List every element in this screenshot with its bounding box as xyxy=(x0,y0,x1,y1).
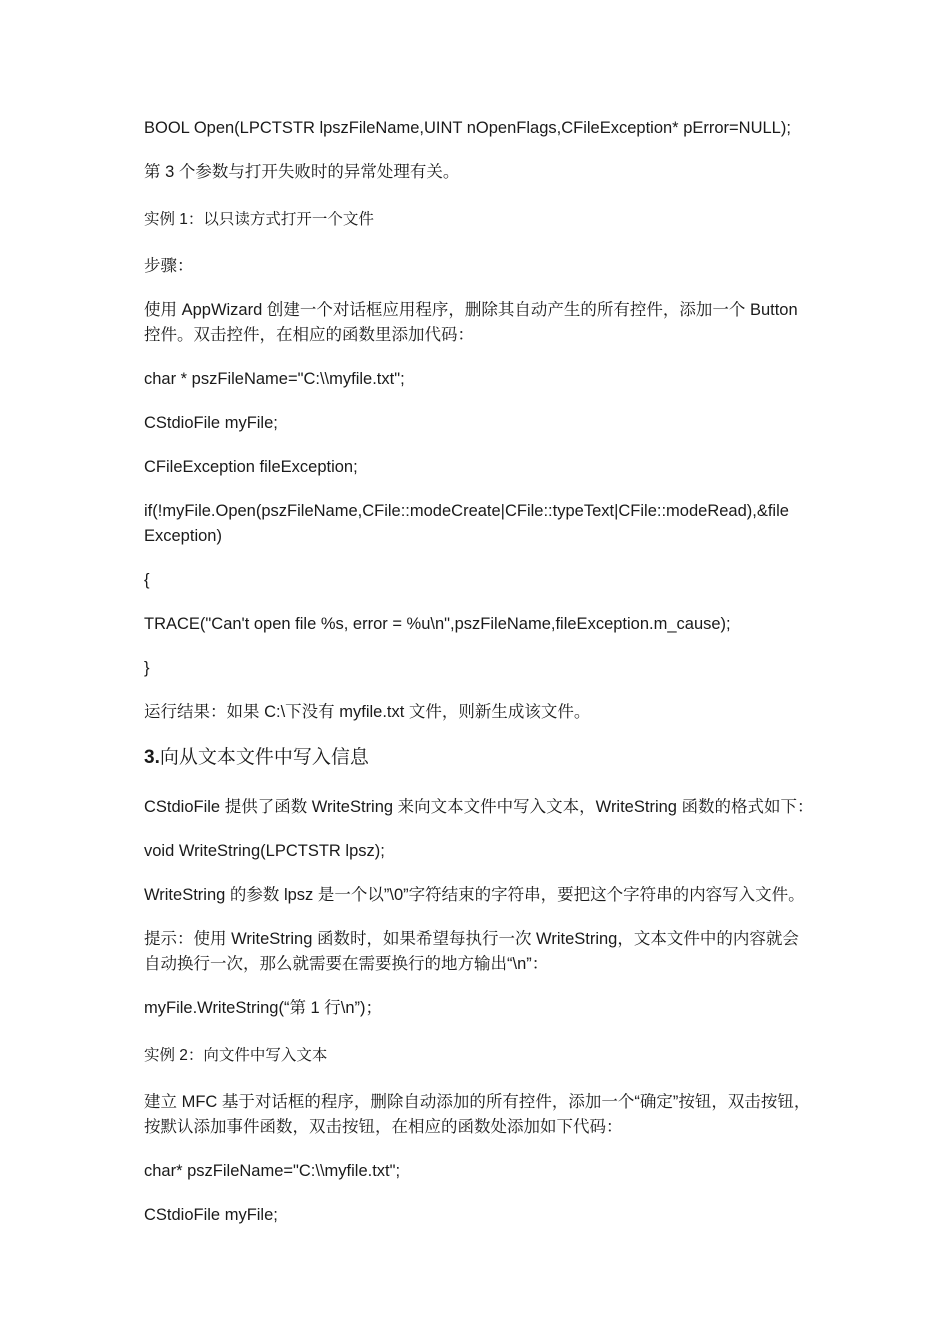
code-line: CFileException fileException; xyxy=(144,458,358,476)
code-line-trace: TRACE("Can't open file %s, error = %u\n",pszFileName,fileException.m_cause); xyxy=(144,615,731,633)
code-line: } xyxy=(144,659,150,677)
code-line: char* pszFileName="C:\\myfile.txt"; xyxy=(144,1162,401,1180)
steps-label: 步骤： xyxy=(144,257,194,275)
paragraph-appwizard: 使用 AppWizard 创建一个对话框应用程序，删除其自动产生的所有控件，添加一个 Button 控件。双击控件，在相应的函数里添加代码： xyxy=(144,301,798,344)
section-heading xyxy=(144,745,814,771)
paragraph-run-result: 运行结果：如果 C:\下没有 myfile.txt 文件，则新生成该文件。 xyxy=(144,703,591,721)
code-writestring-signature: void WriteString(LPCTSTR lpsz); xyxy=(144,842,385,860)
code-line: CStdioFile myFile; xyxy=(144,1206,278,1224)
code-line: { xyxy=(144,571,150,589)
code-line: CStdioFile myFile; xyxy=(144,414,278,432)
section-number: 3. xyxy=(144,747,160,768)
paragraph-tip: 提示：使用 WriteString 函数时，如果希望每执行一次 WriteString，文本文件中的内容就会自动换行一次，那么就需要在需要换行的地方输出“\n”： xyxy=(144,930,799,973)
code-writestring-example: myFile.WriteString(“第 1 行\n”)； xyxy=(144,999,383,1017)
paragraph-mfc-dialog: 建立 MFC 基于对话框的程序，删除自动添加的所有控件，添加一个“确定”按钮，双击按钮，按默认添加事件函数，双击按钮，在相应的函数处添加如下代码： xyxy=(144,1093,811,1136)
paragraph-writestring-intro: CStdioFile 提供了函数 WriteString 来向文本文件中写入文本，WriteString 函数的格式如下： xyxy=(144,798,814,816)
code-line-if-open: if(!myFile.Open(pszFileName,CFile::modeCreate|CFile::typeText|CFile::modeRead),&file Exception) xyxy=(144,502,789,545)
code-open-signature: BOOL Open(LPCTSTR lpszFileName,UINT nOpenFlags,CFileException* pError=NULL); xyxy=(144,119,791,137)
example-1-title: 实例 1：以只读方式打开一个文件 xyxy=(144,211,374,228)
paragraph-third-param: 第 3 个参数与打开失败时的异常处理有关。 xyxy=(144,163,460,181)
paragraph-lpsz: WriteString 的参数 lpsz 是一个以”\0”字符结束的字符串，要把这个字符串的内容写入文件。 xyxy=(144,886,805,904)
code-line: char * pszFileName="C:\\myfile.txt"; xyxy=(144,370,405,388)
section-title: 向从文本文件中写入信息 xyxy=(159,747,369,768)
example-2-title: 实例 2：向文件中写入文本 xyxy=(144,1047,328,1064)
